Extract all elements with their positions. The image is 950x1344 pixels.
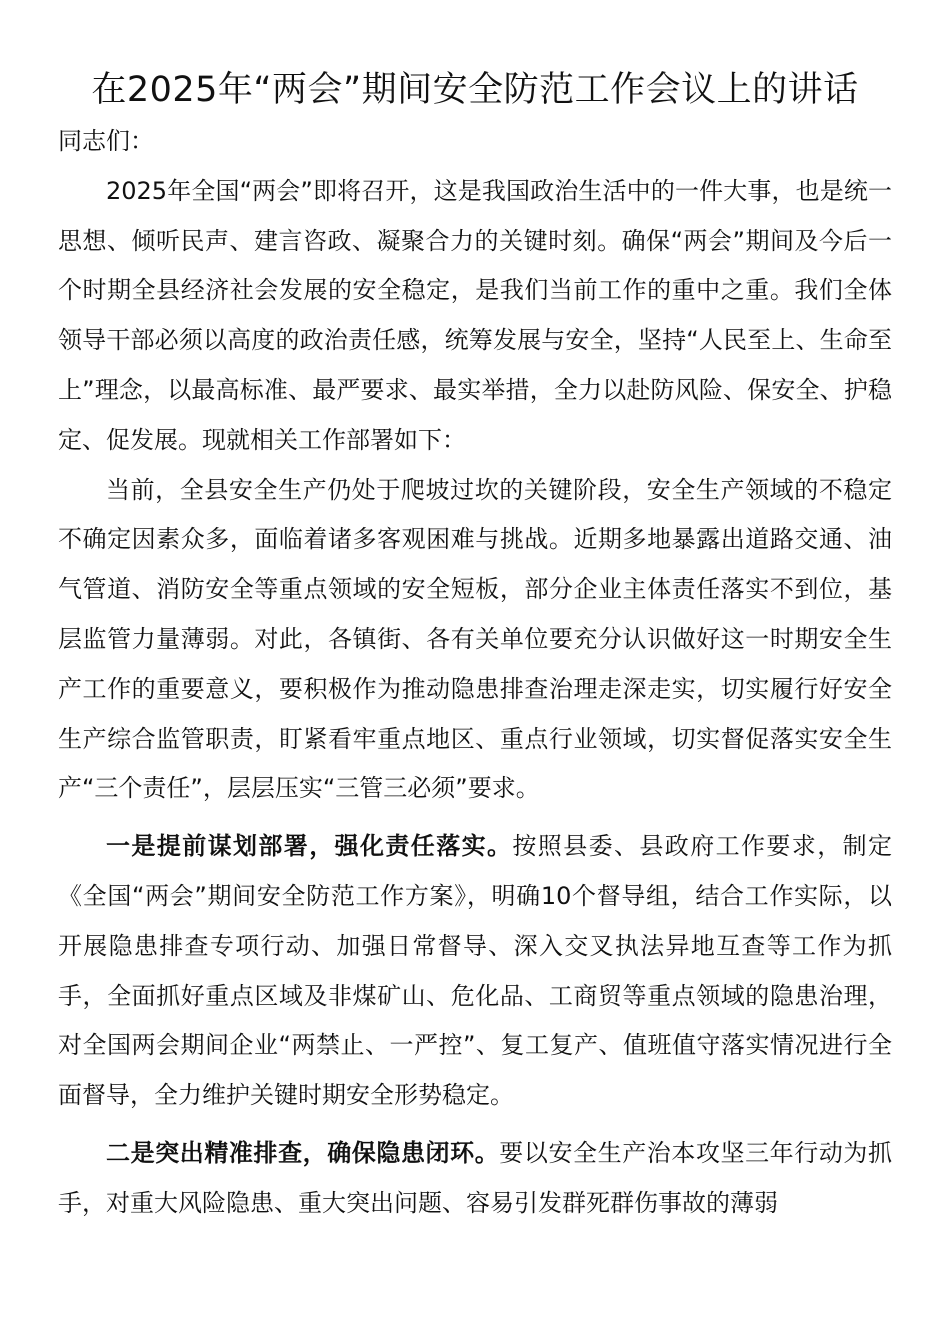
paragraph-text: 2025年全国“两会”即将召开，这是我国政治生活中的一件大事，也是统一思想、倾听民声、建言咨政、凝聚合力的关键时刻。确保“两会”期间及今后一个时期全县经济社会发展的安全稳定，是我们当前工作的重中之重。我们全体领导干部必须以高度的政治责任感，统筹发展与安全，坚持“人民至上、生命至上”理念，以最高标准、最严要求、最实举措，全力以赴防风险、保安全、护稳定、促发展。现就相关工作部署如下： [58,176,892,454]
paragraph-lead: 一是提前谋划部署，强化责任落实。 [106,832,513,861]
document-body [58,117,892,1229]
paragraph-point-two [58,1129,892,1229]
page-title: 在2025年“两会”期间安全防范工作会议上的讲话 [91,70,859,110]
paragraph-lead: 二是突出精准排查，确保隐患闭环。 [106,1138,500,1167]
paragraph-situation [58,466,892,815]
paragraph-point-one [58,822,892,1121]
paragraph-intro [58,167,892,466]
paragraph-text: 按照县委、县政府工作要求，制定《全国“两会”期间安全防范工作方案》，明确10个督导组，结合工作实际，以开展隐患排查专项行动、加强日常督导、深入交叉执法异地互查等工作为抓手，全面抓好重点区域及非煤矿山、危化品、工商贸等重点领域的隐患治理，对全国两会期间企业“两禁止、一严控”、复工复产、值班值守落实情况进行全面督导，全力维护关键时期安全形势稳定。 [58,832,893,1110]
paragraph-text: 要以安全生产治本攻坚三年行动为抓手，对重大风险隐患、重大突出问题、容易引发群死群伤事故的薄弱 [58,1138,893,1217]
salutation: 同志们： [58,127,154,155]
paragraph-text: 当前，全县安全生产仍处于爬坡过坎的关键阶段，安全生产领域的不稳定不确定因素众多，面临着诸多客观困难与挑战。近期多地暴露出道路交通、油气管道、消防安全等重点领域的安全短板，部分企业主体责任落实不到位，基层监管力量薄弱。对此，各镇街、各有关单位要充分认识做好这一时期安全生产工作的重要意义，要积极作为推动隐患排查治理走深走实，切实履行好安全生产综合监管职责，盯紧看牢重点地区、重点行业领域，切实督促落实安全生产“三个责任”，层层压实“三管三必须”要求。 [58,475,892,803]
